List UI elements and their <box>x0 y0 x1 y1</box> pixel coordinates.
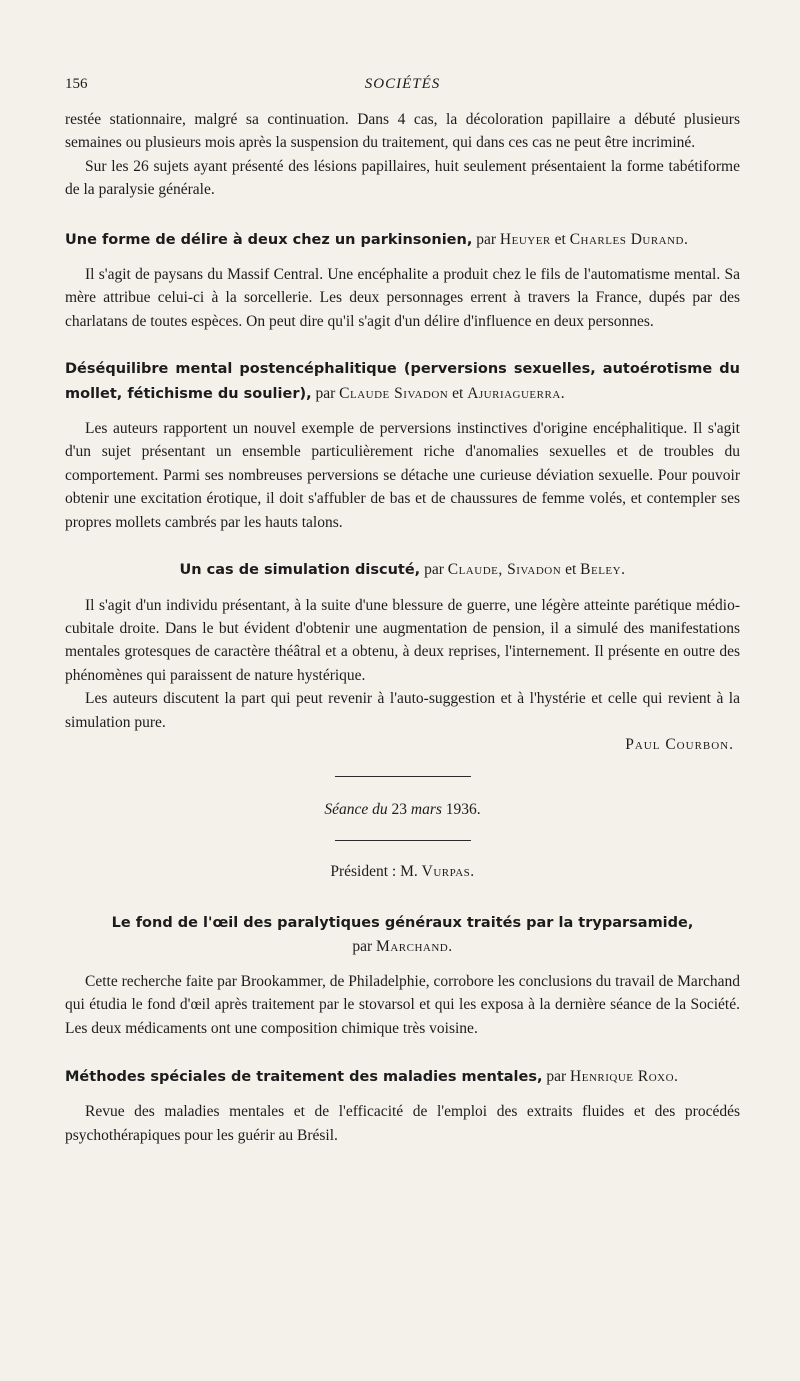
article-title-delire <box>65 228 740 252</box>
article-by: par <box>315 384 336 402</box>
article-body-fond-oeil: Cette recherche faite par Brookammer, de Philadelphie, corrobore les conclusions du travail de Marchand qui étudia le fond d'œil après traitement par le stovarsol et qui les exposa à la dernière séance de la Société. Les deux médicaments ont une composition chimique très voisine. <box>65 972 740 1037</box>
running-title: SOCIÉTÉS <box>364 76 441 92</box>
article-author: Charles Durand. <box>569 230 689 248</box>
running-head <box>65 76 740 102</box>
intro-paragraph-2: Sur les 26 sujets ayant présenté des lésions papillaires, huit seulement présentaient la forme tabétiforme de la paralysie générale. <box>65 157 740 199</box>
article-author: Henrique Roxo. <box>570 1067 679 1085</box>
article-body-desequilibre: Les auteurs rapportent un nouvel exemple de perversions instinctives d'origine encéphalitique. Il s'agit d'un sujet présentant un ensemble particulièrement riche d'anomalies sexuelles et de troubles du comportement. Parmi ses nombreuses perversions se détache une curieuse déviation sexuelle. Pour pouvoir obtenir une excitation érotique, il doit s'affubler de bas et de chaussures de femme volés, et contempler ses propres mollets cambrés par les hauts talons. <box>65 420 740 531</box>
article-by: par <box>546 1067 567 1085</box>
president-name: Vurpas. <box>421 862 475 880</box>
article-author: Marchand. <box>376 938 453 956</box>
article-title-fond-oeil <box>65 911 740 959</box>
article-body-delire: Il s'agit de paysans du Massif Central. Une encéphalite a produit chez le fils de l'automatisme mental. Sa mère attribue celui-ci à la sorcellerie. Les deux personnages errent à travers la France, dupés par des charlatans de toutes espèces. On peut dire qu'il s'agit d'un délire d'influence en deux personnes. <box>65 266 740 330</box>
article-title-text: Un cas de simulation discuté, <box>179 562 421 579</box>
article-author: Heuyer <box>499 230 551 248</box>
article-title-desequilibre <box>65 357 740 406</box>
article-title-text: Déséquilibre mental postencéphalitique (perversions sexuelles, autoérotisme du mollet, fétichisme du soulier), <box>65 361 740 402</box>
article-by: par <box>476 230 497 248</box>
session-label: Séance du <box>324 800 388 818</box>
article-body-methodes: Revue des maladies mentales et de l'efficacité de l'emploi des extraits fluides et des procédés psychothérapiques pour les guérir au Brésil. <box>65 1103 740 1144</box>
article-title-text: Méthodes spéciales de traitement des maladies mentales, <box>65 1068 543 1085</box>
president-label: Président : M. <box>330 862 418 880</box>
signature: Paul Courbon. <box>625 735 734 753</box>
session-date: 23 <box>391 800 407 818</box>
divider-rule <box>335 776 471 777</box>
article-body-simulation-1: Il s'agit d'un individu présentant, à la suite d'une blessure de guerre, une légère atteinte parétique médio-cubitale droite. Dans le but évident d'obtenir une augmentation de pension, il a simulé des manifestations mentales grotesques de caractère théâtral et a obtenu, à deux reprises, l'internement. Il présente en outre des phénomènes qui paraissent de nature hystérique. <box>65 596 740 684</box>
article-author: Claude, Sivadon <box>447 561 562 579</box>
article-title-simulation <box>65 558 740 582</box>
session-month: mars <box>410 800 442 818</box>
article-title-text: Le fond de l'œil des paralytiques généraux traités par la tryparsamide, <box>111 914 694 931</box>
session-heading <box>65 801 740 819</box>
intro-paragraph-1: restée stationnaire, malgré sa continuation. Dans 4 cas, la décoloration papillaire a débuté plusieurs semaines ou plusieurs mois après la suspension du traitement, qui dans ces cas ne peut être incriminé. <box>65 111 740 152</box>
article-conj: et <box>554 230 566 248</box>
president-line <box>65 863 740 881</box>
page-number: 156 <box>65 76 88 92</box>
article-by: par <box>352 938 373 956</box>
article-author: Claude Sivadon <box>339 384 449 402</box>
session-year: 1936. <box>445 800 481 818</box>
article-title-methodes <box>65 1065 740 1089</box>
article-conj: et <box>452 384 464 402</box>
article-body-simulation-2: Les auteurs discutent la part qui peut revenir à l'auto-suggestion et à l'hystérie et celle qui revient à la simulation pure. <box>65 690 740 731</box>
divider-rule <box>335 840 471 841</box>
article-by: par <box>424 561 444 579</box>
article-title-text: Une forme de délire à deux chez un parkinsonien, <box>65 231 473 248</box>
article-conj: et <box>565 561 577 579</box>
article-author: Ajuriaguerra. <box>467 384 566 402</box>
article-author: Beley. <box>580 561 626 579</box>
